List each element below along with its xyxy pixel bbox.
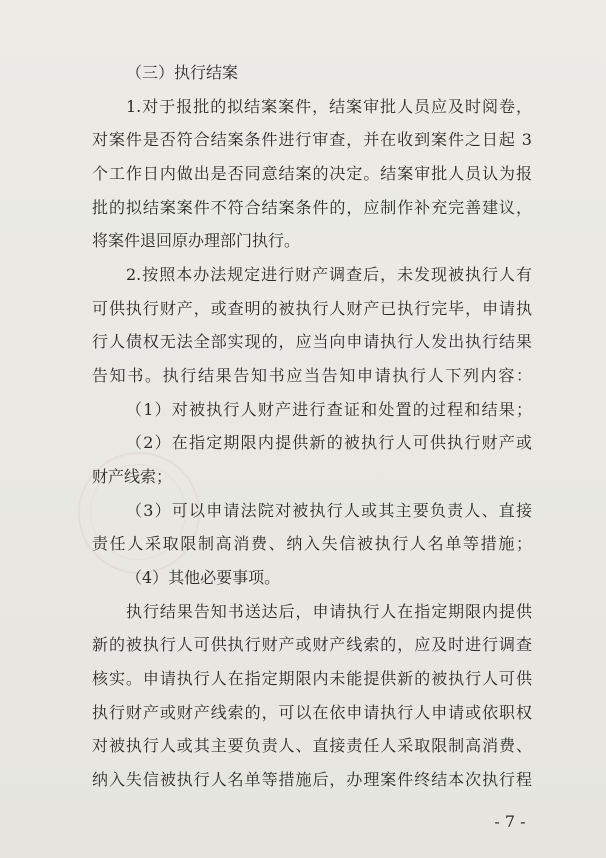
text-line-6: 2.按照本办法规定进行财产调查后，未发现被执行人有 [126, 265, 532, 284]
text-line-16: 执行结果告知书送达后，申请执行人在指定期限内提供 [126, 602, 532, 621]
list-item-4: （4）其他必要事项。 [126, 568, 281, 587]
text-line-7: 可供执行财产，或查明的被执行人财产已执行完毕，申请执 [92, 299, 532, 318]
text-line-20: 对被执行人或其主要负责人、直接责任人采取限制高消费、 [92, 736, 532, 755]
text-line-5: 将案件退回原办理部门执行。 [92, 231, 301, 250]
list-item-2-continued: 财产线索； [92, 467, 173, 486]
list-item-3: （3）可以申请法院对被执行人或其主要负责人、直接 [126, 501, 532, 520]
list-item-2: （2）在指定期限内提供新的被执行人可供执行财产或 [126, 433, 532, 452]
list-item-1: （1）对被执行人财产进行查证和处置的过程和结果； [126, 400, 532, 419]
text-line-2: 对案件是否符合结案条件进行审查，并在收到案件之日起 3 [92, 130, 532, 149]
text-line-3: 个工作日内做出是否同意结案的决定。结案审批人员认为报 [92, 164, 532, 183]
list-item-3-continued: 责任人采取限制高消费、纳入失信被执行人名单等措施； [92, 534, 532, 553]
text-line-4: 批的拟结案案件不符合结案条件的，应制作补充完善建议， [92, 198, 532, 217]
text-line-21: 纳入失信被执行人名单等措施后，办理案件终结本次执行程 [92, 770, 532, 789]
section-heading: （三）执行结案 [126, 63, 239, 82]
text-line-18: 核实。申请执行人在指定期限内未能提供新的被执行人可供 [92, 669, 532, 688]
text-line-1: 1.对于报批的拟结案案件，结案审批人员应及时阅卷， [126, 97, 532, 116]
text-line-19: 执行财产或财产线索的，可以在依申请执行人申请或依职权 [92, 703, 532, 722]
text-line-9: 告知书。执行结果告知书应当告知申请执行人下列内容： [92, 366, 532, 385]
page-number: - 7 - [494, 812, 526, 831]
text-line-17: 新的被执行人可供执行财产或财产线索的，应及时进行调查 [92, 635, 532, 654]
text-line-8: 行人债权无法全部实现的，应当向申请执行人发出执行结果 [92, 332, 532, 351]
